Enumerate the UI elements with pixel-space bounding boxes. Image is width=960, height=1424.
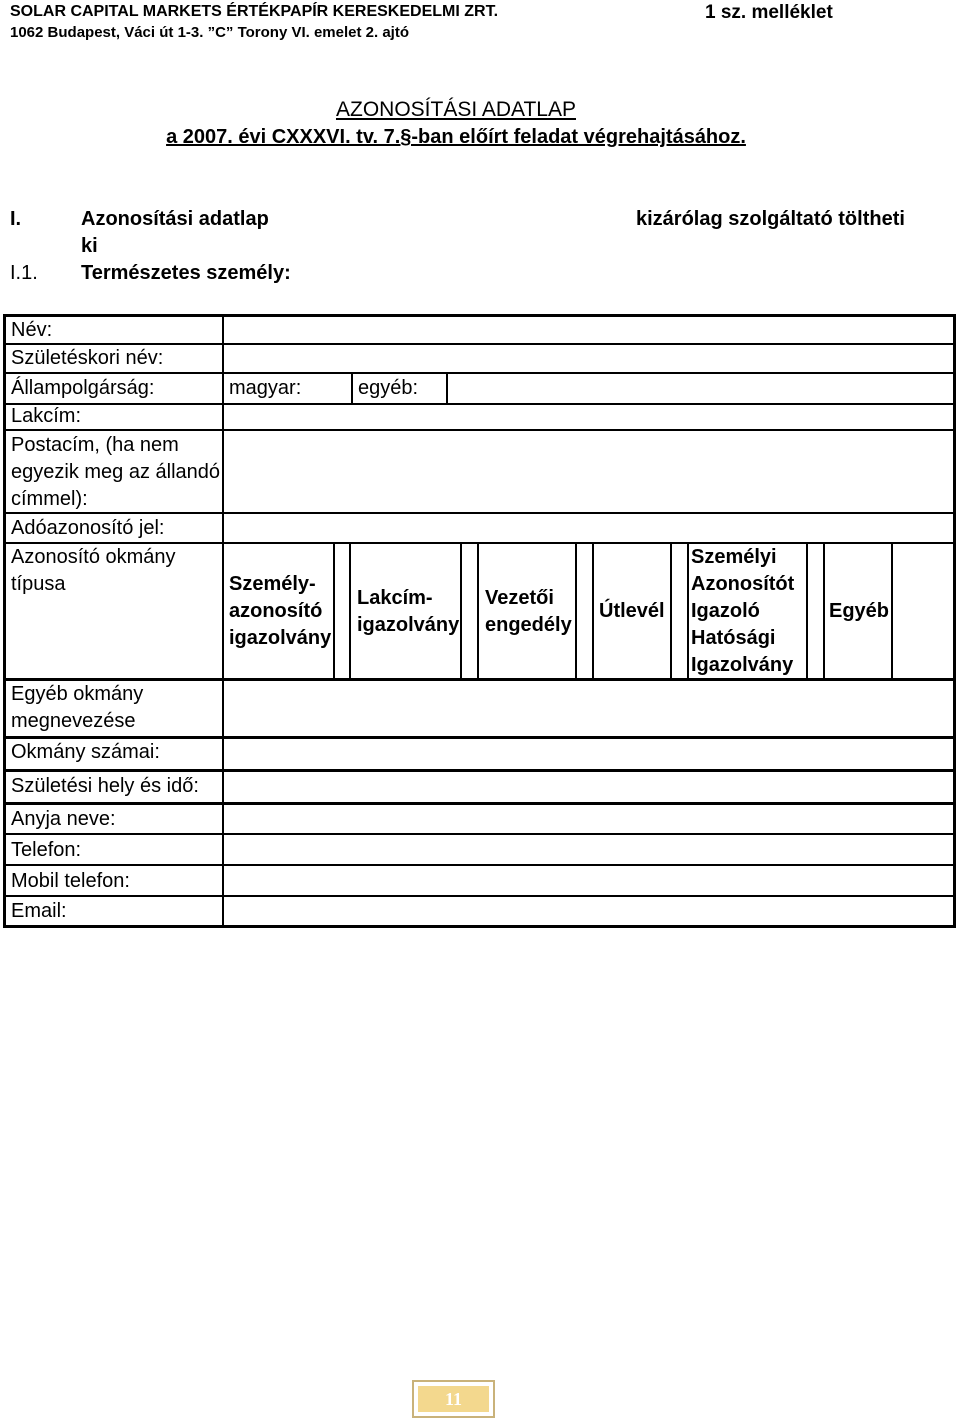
label-postal-address-3: címmel): xyxy=(11,488,88,510)
page-number: 11 xyxy=(418,1386,489,1412)
option-other-citizenship: egyéb: xyxy=(358,377,419,399)
label-other-doc: Egyéb okmány xyxy=(11,683,144,705)
label-doc-numbers: Okmány számai: xyxy=(11,741,160,763)
doc-type-address-card: Lakcím- xyxy=(357,587,433,609)
annex-label: 1 sz. melléklet xyxy=(705,2,833,23)
label-phone: Telefon: xyxy=(11,839,82,861)
subsection-number: I.1. xyxy=(10,262,38,284)
page-number-box xyxy=(412,1380,495,1418)
section-note-continued: ki xyxy=(81,235,98,257)
label-doc-type: Azonosító okmány xyxy=(11,546,176,568)
label-mother-name: Anyja neve: xyxy=(11,808,116,830)
company-address: 1062 Budapest, Váci út 1-3. ”C” Torony VI. emelet 2. ajtó xyxy=(10,24,410,41)
label-tax-id: Adóazonosító jel: xyxy=(11,517,165,539)
label-birth-place: Születési hely és idő: xyxy=(11,775,199,797)
subsection-title: Természetes személy: xyxy=(81,262,291,284)
document-subtitle: a 2007. évi CXXXVI. tv. 7.§-ban előírt feladat végrehajtásához. xyxy=(166,126,746,148)
label-birth-name: Születéskori név: xyxy=(11,347,164,369)
label-citizenship: Állampolgárság: xyxy=(11,377,155,399)
label-email: Email: xyxy=(11,900,67,922)
label-postal-address-2: egyezik meg az állandó xyxy=(11,461,221,483)
doc-type-official-card-3: Igazoló xyxy=(691,600,760,622)
doc-type-other: Egyéb xyxy=(829,600,890,622)
label-doc-type-2: típusa xyxy=(11,573,66,595)
doc-type-id-card: Személy- xyxy=(229,573,316,595)
doc-type-official-card-2: Azonosítót xyxy=(691,573,795,595)
doc-type-passport: Útlevél xyxy=(599,600,665,622)
doc-type-official-card-4: Hatósági xyxy=(691,627,776,649)
identification-form xyxy=(3,314,956,928)
doc-type-official-card: Személyi xyxy=(691,546,777,568)
doc-type-id-card-2: azonosító xyxy=(229,600,323,622)
doc-type-id-card-3: igazolvány xyxy=(229,627,332,649)
section-number: I. xyxy=(10,208,22,230)
section-note: kizárólag szolgáltató töltheti xyxy=(636,208,905,230)
option-hungarian: magyar: xyxy=(229,377,302,399)
section-title: Azonosítási adatlap xyxy=(81,208,269,230)
doc-type-driving-license: Vezetői xyxy=(485,587,554,609)
doc-type-driving-license-2: engedély xyxy=(485,614,572,636)
label-other-doc-2: megnevezése xyxy=(11,710,136,732)
company-name: SOLAR CAPITAL MARKETS ÉRTÉKPAPÍR KERESKEDELMI ZRT. xyxy=(10,3,499,20)
label-name: Név: xyxy=(11,319,53,341)
label-postal-address: Postacím, (ha nem xyxy=(11,434,179,456)
label-address: Lakcím: xyxy=(11,405,82,427)
document-title: AZONOSÍTÁSI ADATLAP xyxy=(335,98,576,121)
doc-type-address-card-2: igazolvány xyxy=(357,614,460,636)
label-mobile: Mobil telefon: xyxy=(11,870,130,892)
doc-type-official-card-5: Igazolvány xyxy=(691,654,794,676)
